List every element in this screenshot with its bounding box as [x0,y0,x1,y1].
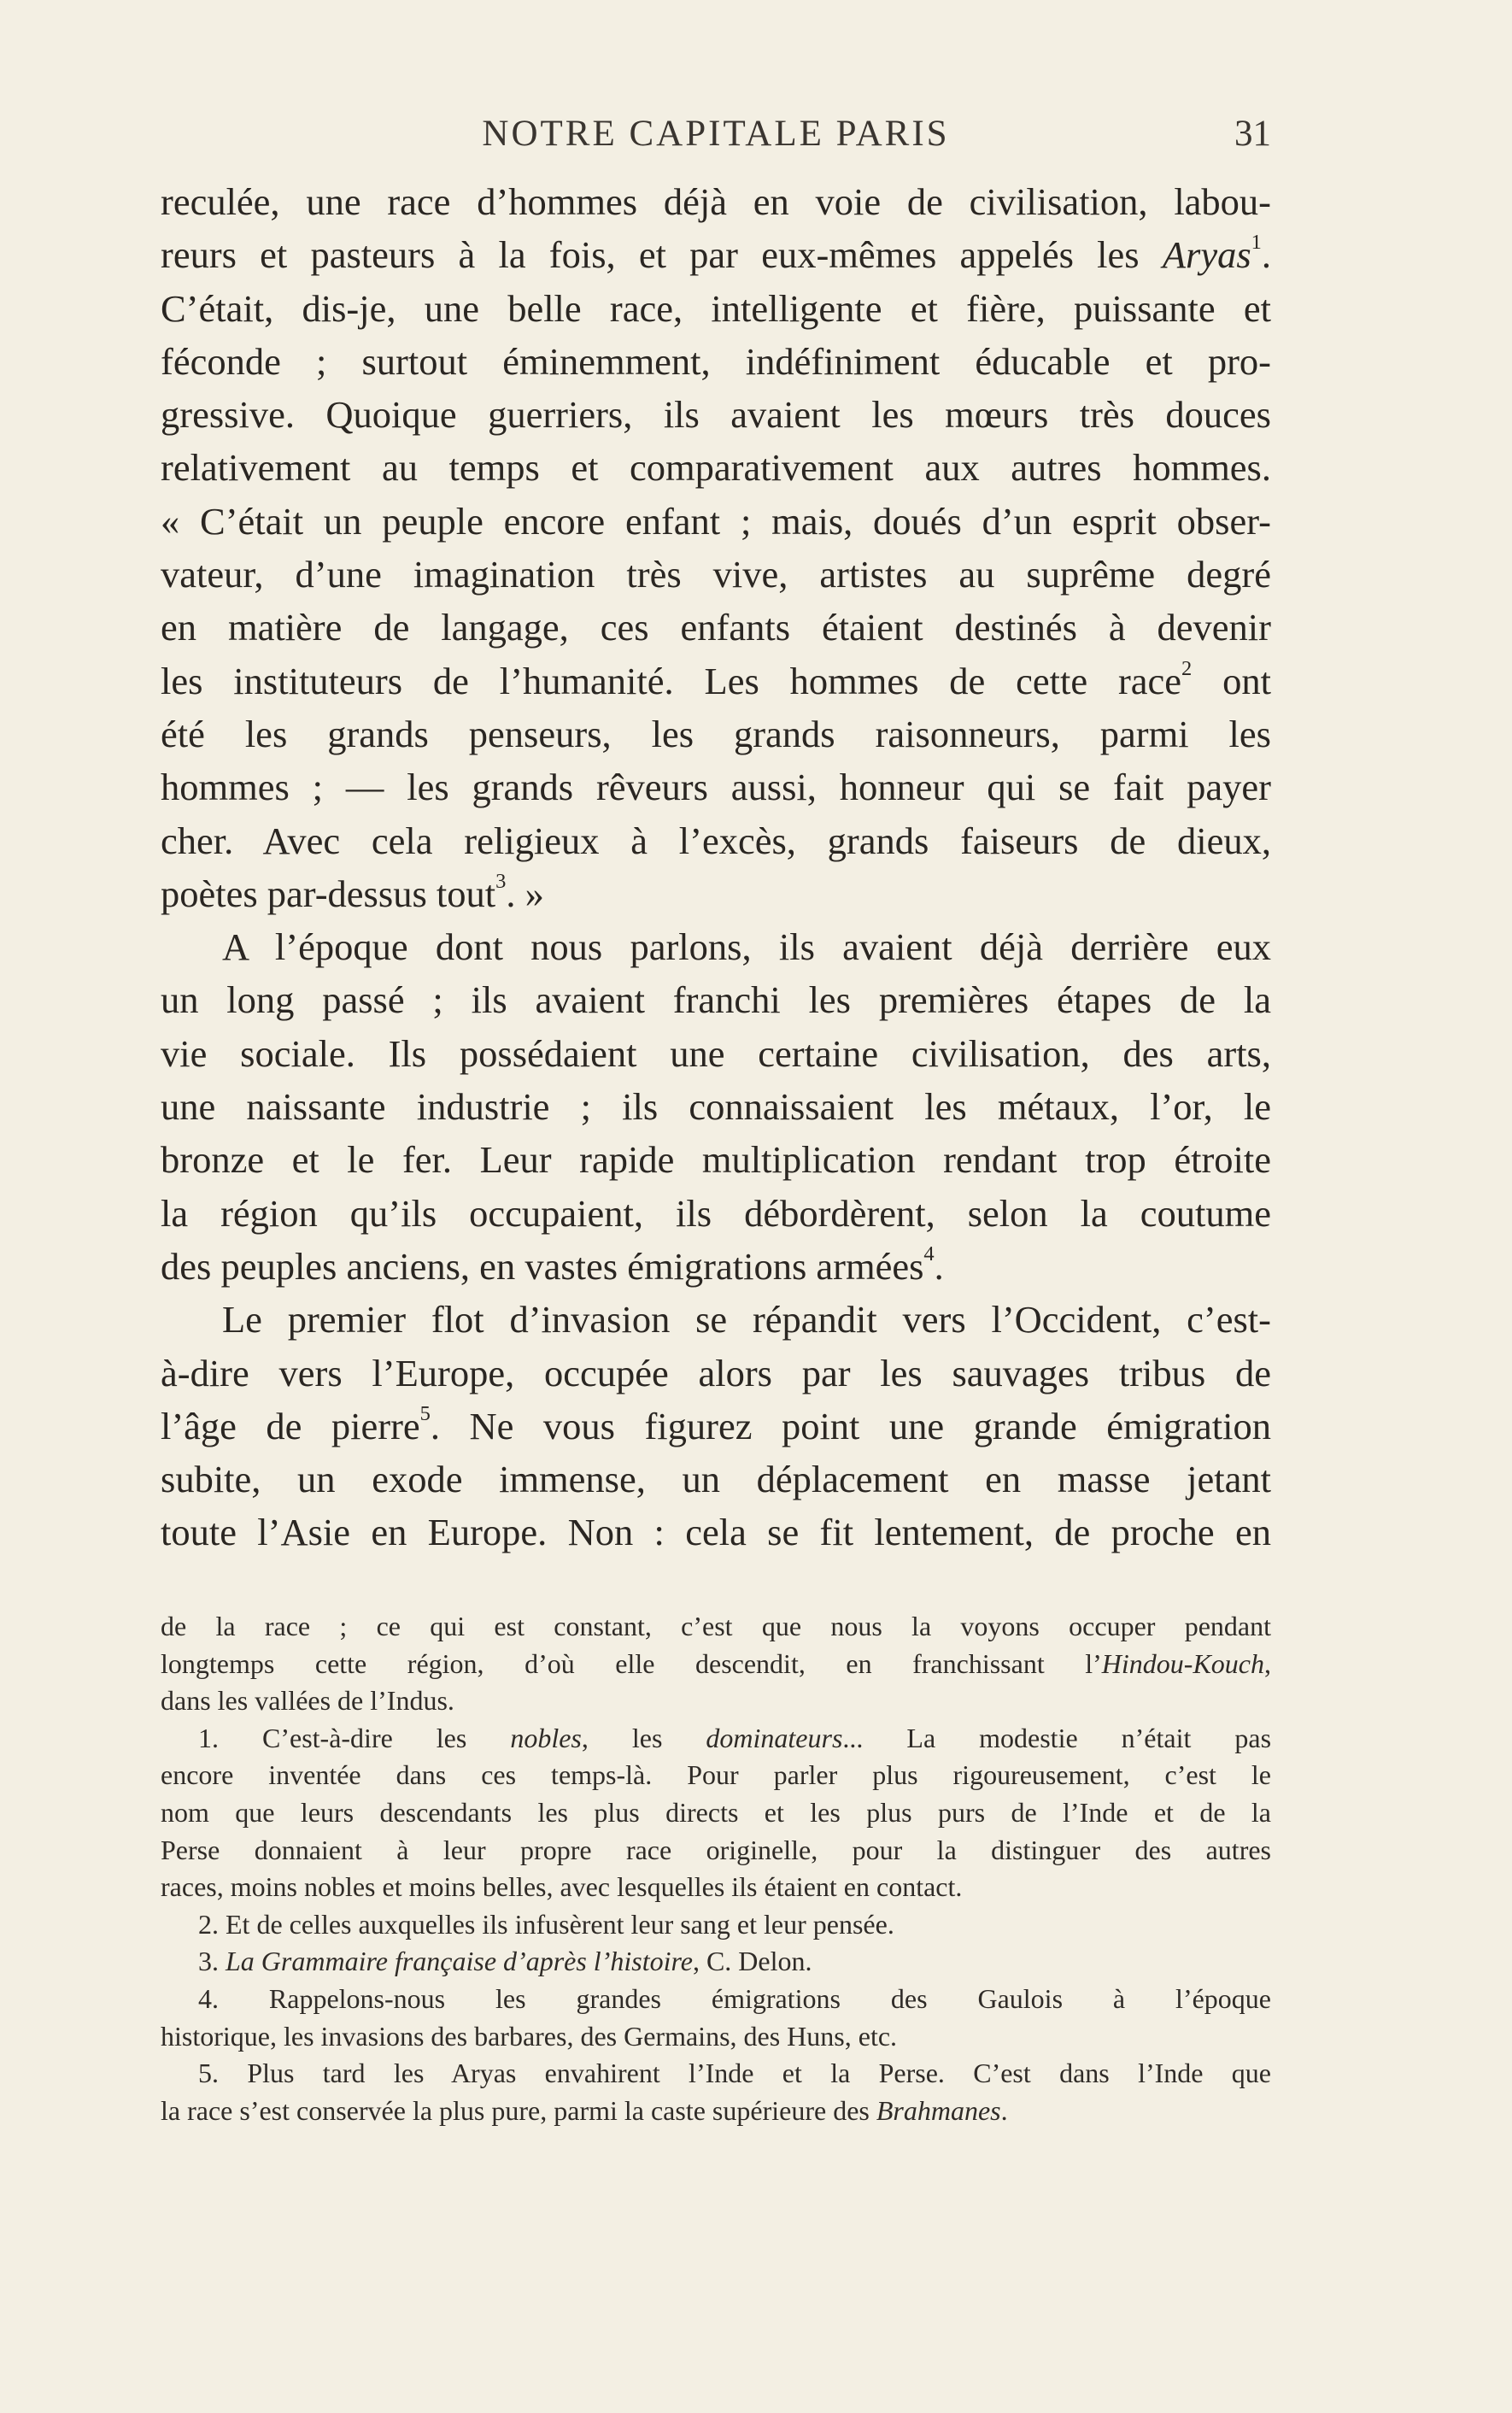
footnote-line: 3. La Grammaire française d’après l’histoire, C. Delon. [198,1946,812,1977]
footnote-line: longtemps cette région, d’où elle descendit, en franchissant l’Hindou-Kouch, [161,1647,1271,1679]
text-line: C’était, dis-je, une belle race, intelligente et fière, puissante et [161,286,1271,330]
footnote-line: 2. Et de celles auxquelles ils infusèrent leur sang et leur pensée. [198,1908,894,1940]
text-line: bronze et le fer. Leur rapide multiplication rendant trop étroite [161,1138,1271,1182]
text-line: poètes par-dessus tout$^3$. » [161,869,544,915]
text-line: la région qu’ils occupaient, ils débordèrent, selon la coutume [161,1191,1271,1235]
footnote-line: de la race ; ce qui est constant, c’est que nous la voyons occuper pendant [161,1611,1271,1641]
text-line: relativement au temps et comparativement aux autres hommes. [161,446,1271,490]
footnote-line: encore inventée dans ces temps-là. Pour parler plus rigoureusement, c’est le [161,1759,1271,1791]
text-line: cher. Avec cela religieux à l’excès, grands faiseurs de dieux, [161,819,1271,862]
text-line: reculée, une race d’hommes déjà en voie de civilisation, labou- [161,180,1271,223]
footnote-line: nom que leurs descendants les plus directs et les plus purs de l’Inde et de la [161,1796,1271,1828]
footnote-ref: 4 [923,1242,935,1265]
text-line: l’âge de pierre$^5$. Ne vous figurez point une grande émigration [161,1401,1271,1447]
text-line: en matière de langage, ces enfants étaient destinés à devenir [161,606,1271,649]
text-line: vateur, d’une imagination très vive, artistes au suprême degré [161,553,1271,596]
text-line: été les grands penseurs, les grands raisonneurs, parmi les [161,712,1271,755]
footnote-ref: 3 [495,869,507,893]
text-line: Le premier flot d’invasion se répandit vers l’Occident, c’est- [222,1298,1271,1342]
footnote-line: Perse donnaient à leur propre race originelle, pour la distinguer des autres [161,1834,1271,1865]
running-title: NOTRE CAPITALE PARIS [482,114,950,154]
text-line: les instituteurs de l’humanité. Les hommes de cette race$^2$ ont [161,656,1271,702]
text-line: « C’était un peuple encore enfant ; mais, doués d’un esprit obser- [161,499,1271,543]
text-line: une naissante industrie ; ils connaissaient les métaux, l’or, le [161,1085,1271,1129]
footnote-line: historique, les invasions des barbares, des Germains, des Huns, etc. [161,2020,898,2052]
text-line: gressive. Quoique guerriers, ils avaient les mœurs très douces [161,393,1271,437]
text-line: hommes ; — les grands rêveurs aussi, honneur qui se fait payer [161,766,1271,809]
text-line: A l’époque dont nous parlons, ils avaient déjà derrière eux [222,925,1271,969]
page-number: 31 [1234,114,1271,154]
footnote-line: 1. C’est-à-dire les nobles, les dominateurs... La modestie n’était pas [198,1722,1272,1753]
text-line: reurs et pasteurs à la fois, et par eux-mêmes appelés les Aryas$^1$. [161,231,1271,277]
text-line: féconde ; surtout éminemment, indéfiniment éducable et pro- [161,339,1271,383]
main-text [161,175,1271,1559]
footnote-line: races, moins nobles et moins belles, avec lesquelles ils étaient en contact. [161,1871,963,1903]
footnote-line: 5. Plus tard les Aryas envahirent l’Inde et la Perse. C’est dans l’Inde que [198,2058,1271,2089]
text-line: subite, un exode immense, un déplacement en masse jetant [161,1458,1271,1501]
footnote-line: 4. Rappelons-nous les grandes émigrations des Gaulois à l’époque [198,1982,1271,2014]
footnote-ref: 2 [1181,656,1193,680]
text-line: des peuples anciens, en vastes émigrations armées$^4$. [161,1242,944,1288]
footnotes [161,1608,1271,2129]
text-line: à-dire vers l’Europe, occupée alors par les sauvages tribus de [161,1351,1271,1394]
page-header [161,113,1271,164]
footnote-ref: 5 [419,1401,431,1425]
text-line: vie sociale. Ils possédaient une certaine civilisation, des arts, [161,1031,1271,1075]
footnote-line: dans les vallées de l’Indus. [161,1685,454,1717]
text-line: toute l’Asie en Europe. Non : cela se fit lentement, de proche en [161,1511,1271,1554]
footnote-ref: 1 [1251,231,1262,255]
text-line: un long passé ; ils avaient franchi les premières étapes de la [161,978,1271,1022]
footnote-line: la race s’est conservée la plus pure, parmi la caste supérieure des Brahmanes. [161,2094,1008,2126]
